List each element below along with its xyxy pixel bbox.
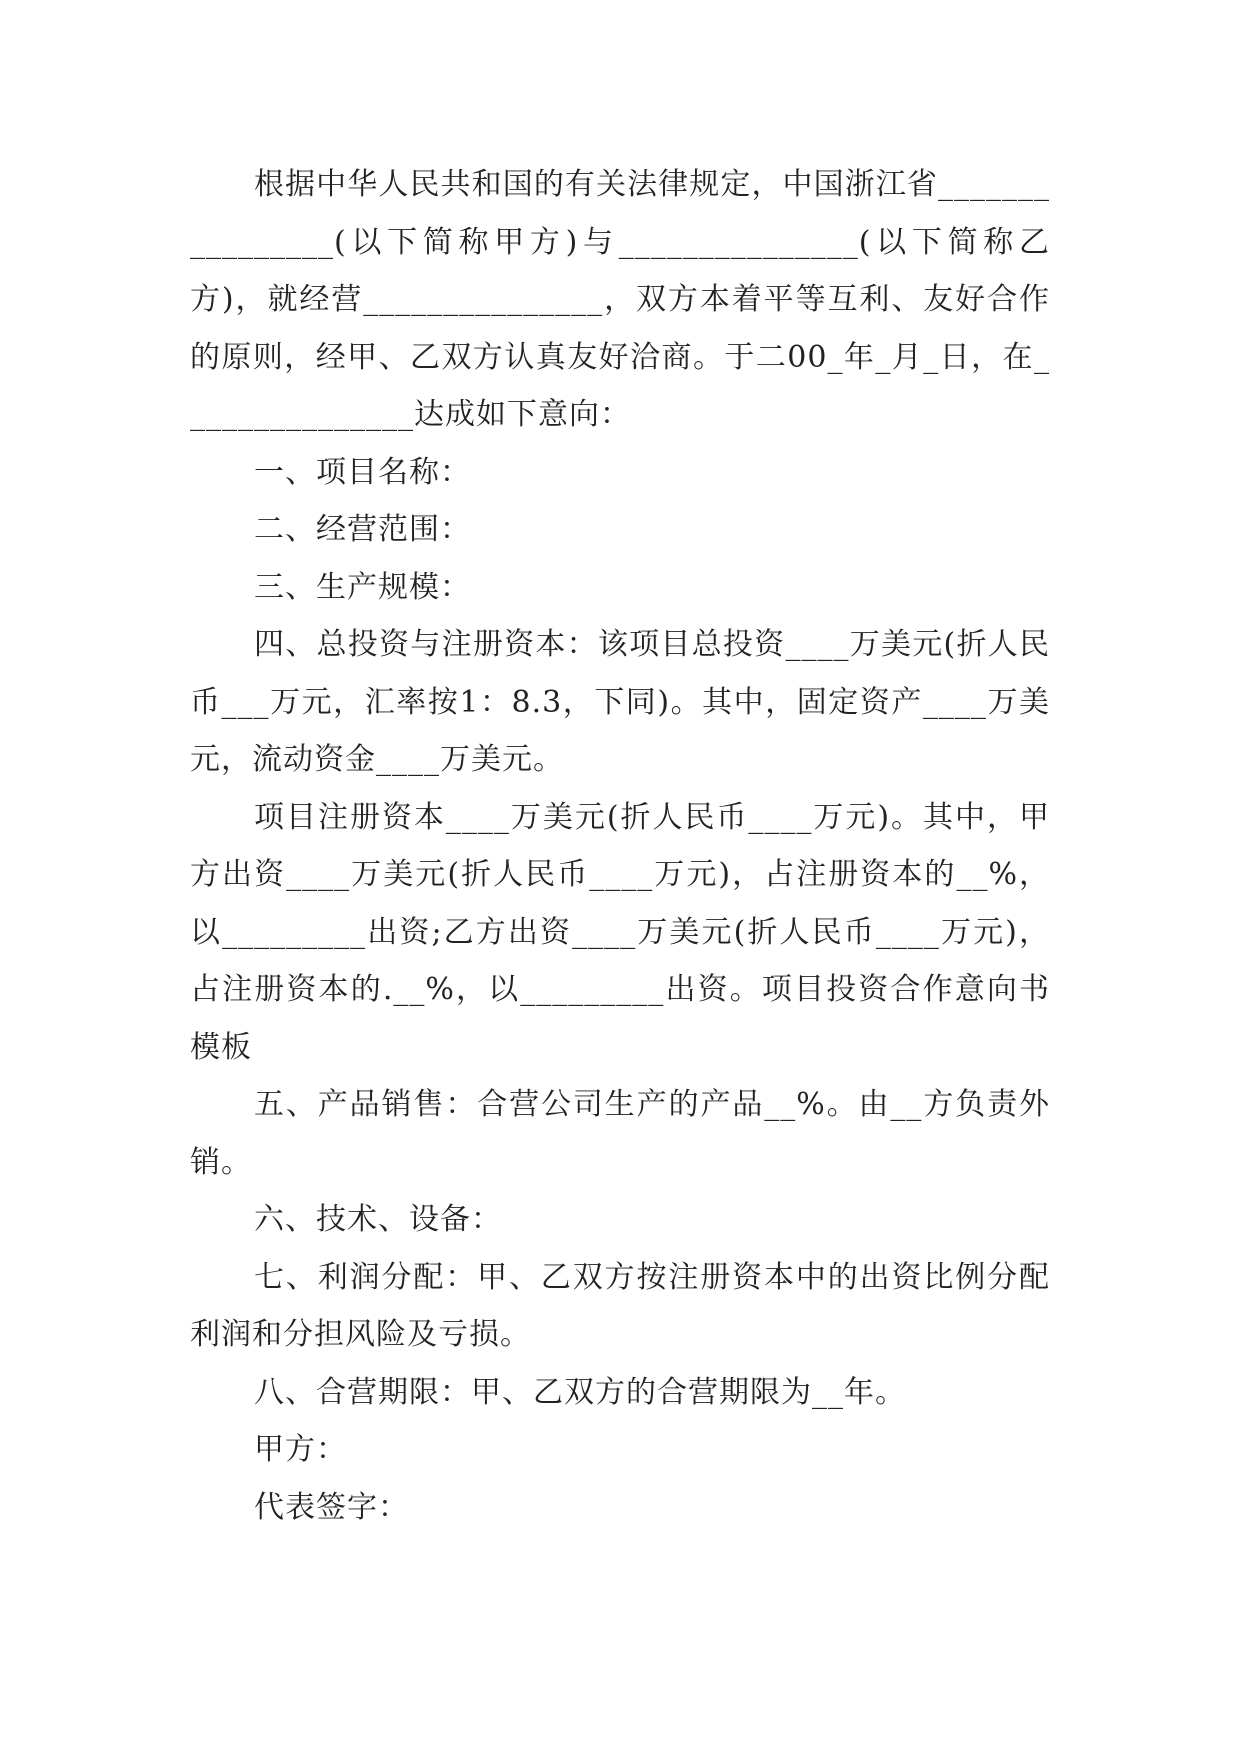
item-project-name: 一、项目名称： — [254, 454, 471, 490]
representative-signature-label: 代表签字： — [254, 1489, 409, 1525]
item-product-sales: 五、产品销售：合营公司生产的产品__%。由__方负责外销。 — [190, 1087, 1050, 1180]
intro-paragraph: 根据中华人民共和国的有关法律规定，中国浙江省________________(以下简称甲方)与_______________(以下简称乙方)，就经营_______________，双方本着平等互利、友好合作的原则，经甲、乙双方认真友好洽商。于二00_年_月_日，在_______________达成如下意向： — [190, 167, 1050, 432]
item-joint-venture-term: 八、合营期限：甲、乙双方的合营期限为__年。 — [254, 1374, 906, 1410]
item-total-investment: 四、总投资与注册资本：该项目总投资____万美元(折人民币___万元，汇率按1：8.3，下同)。其中，固定资产____万美元，流动资金____万美元。 — [190, 627, 1050, 777]
registered-capital-paragraph: 项目注册资本____万美元(折人民币____万元)。其中，甲方出资____万美元(折人民币____万元)，占注册资本的__%，以_________出资;乙方出资____万美元(折人民币____万元)，占注册资本的.__%，以_________出资。项目投资合作意向书模板 — [190, 799, 1050, 1065]
item-technology-equipment: 六、技术、设备： — [254, 1202, 502, 1237]
document-body — [190, 156, 1050, 1536]
item-production-scale: 三、生产规模： — [254, 569, 471, 605]
item-business-scope: 二、经营范围： — [254, 512, 471, 547]
item-profit-distribution: 七、利润分配：甲、乙双方按注册资本中的出资比例分配利润和分担风险及亏损。 — [190, 1259, 1050, 1352]
party-a-label: 甲方： — [254, 1432, 347, 1467]
